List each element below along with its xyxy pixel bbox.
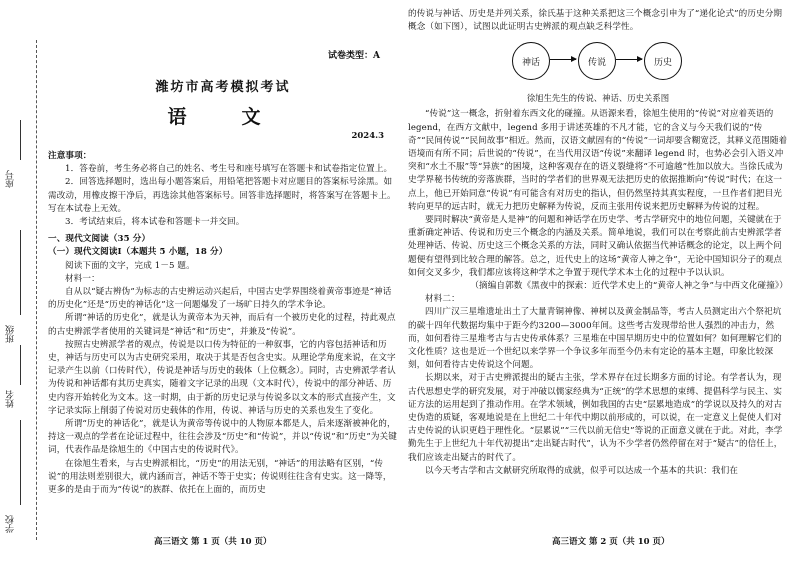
paragraph: 四川广汉三星堆遗址出土了大量青铜神像、神树以及黄金制品等，考古人员测定出六个祭祀坑的碳十四年代数据均集中于距今约3200—3000年间。这些考古发现带给世人强烈的冲击力，然而，如何看待三星堆考古与古史传承体系？三星堆在中国早期历史中的位置如何？如何理解它们的文化性质？这也是近一个世纪以来学界一个争议多年而至今仍未有定论的基本主题，印象比较深刻，如何看待古史传说这个问题。 [408,307,782,371]
binding-margin [0,0,40,561]
source-citation: （摘编自郭数《黑夜中的探索：近代学术史上的“黄帝人神之争”与中西文化碰撞》） [470,281,788,292]
name-label: 姓名 [6,390,16,408]
paragraph: 按照古史辨派学者的观点，传说是以口传为特征的一种叙事，它的内容包括神话和历史，神话与历史可以为古史研究采用，取决于其是否包含史实。从理论学角度来说，在文字记录产生以前（口传时代），传说是神话与历史的载体（上位概念）。同时，古史辨派学者认为传说和神话都有其历史真实，随着文字记录的出现（文本时代），传说中的部分神话、历史内容开始转化为文本。这一时期，由于新的历史记录与传说多以文本的形式直接产生，文字记录实际上削弱了传说对历史载体的作用，传说、神话与历史的关系也发生了变化。 [48,339,396,416]
class-line [20,230,21,315]
school-line [20,420,21,505]
paragraph: 的传说与神话、历史是并列关系，徐氏基于这种关系把这三个概念引申为了“递化论式”的历史分期概念（如下图），试图以此证明古史辨派的观点缺乏科学性。 [408,9,783,33]
diagram-arrow [550,59,576,60]
footer-right: 高三语文 第 2 页（共 10 页） [548,535,674,547]
paragraph: 所谓“神话的历史化”，就是认为黄帝本为天神，而后有一个被历史化的过程，持此观点的古史辨派学者使用的关键词是“神话”和“历史”，并兼及“传说”。 [48,313,396,337]
note-item: 3．考试结束后，将本试卷和答题卡一并交回。 [65,217,245,228]
school-label: 学校 [6,515,16,533]
paragraph: 自从以“疑古辨伪”为标志的古史辨运动兴起后，中国古史学界围绕着黄帝事迹是“神话的历史化”还是“历史的神话化”这一问题爆发了一场旷日持久的学术争论。 [48,287,392,311]
paragraph: “传说”这一概念，折射着东西文化的碰撞。从语源来看，徐旭生使用的“传说”对应着英语的legend，在西方文献中，legend 多用于讲述英雄的不凡才能，它的含义与今天我们说的“传奇”“民间传说”“民间故事”相近。然而，汉语文献固有的“传说”一词却要含糊宽泛，其释义范围随着语境而有所不同；后世说的“传说”，在当代用汉语“传说”来翻译 legend 时，也势必会引入语义冲突和“水土不服”等“异族”的困境，这种客观存在的语义裂缝将“不可逾越”性加以放大。当徐氏成为史学界秘书传统的旁落族群，当时的学者们的世界观无法把历史的依据推断向“传说”时代；在这一点上，他已开始同意“传说”有可能含有对历史的指认，但仍然坚持其真实程度，一旦作者们把目光转向更早的远古时，就无力把历史解释为传说，反而主张用传说来把历史解释为传说的过程。 [408,109,788,212]
paragraph: 在徐旭生看来，与古史辨派相比，“历史”的用法无别，“神话”的用法略有区别，“传说”的用法则差别很大，就内涵而言，神话不等于史实；传说则往往含有史实。这一降等，更多的是由于而为“传说”的族群、依托在上面的，而历史 [48,458,392,496]
seat-label: 座号 [6,170,16,188]
page-2 [408,0,788,561]
seal-dash-line [36,40,37,540]
paragraph: 要同时解决“黄帝是人是神”的问题和神话学在历史学、考古学研究中的地位问题，关键就在于重新确定神话、传说和历史三个概念的内涵及关系。简单地说，我们可以在考察此前古史辨派学者处理神话、传说、历史这三个概念关系的方法，同时又确认依据当代神话概念的论定，以上两个问题便有望得到比较合理的解答。总之，近代史上的这场“黄帝人神之争”，无论中国知识分子的观点如何交叉多少，我们都应该将这种学术之争置于现代学术本土化的过程中予以认识。 [408,215,783,278]
subject-title: 语 文 [167,106,279,128]
notes-heading: 注意事项： [48,151,92,161]
material-label: 材料一： [65,273,100,284]
exam-date: 2024.3 [351,131,384,141]
class-label: 班级 [6,325,16,343]
paragraph: 所谓“历史的神话化”，就是认为黄帝等传说中的人物原本都是人，后来逐渐被神化的，持这一观点的学者在论证过程中，往往会涉及“历史”和“传说”，并以“传说”和“历史”为关键词，代表作品是徐旭生的《中国古史的传说时代》。 [48,419,397,456]
exam-title: 潍坊市高考模拟考试 [155,80,291,95]
page-2-body [408,8,788,478]
diagram-node-myth: 神话 [512,42,550,80]
section-heading: 一、现代文阅读（35 分） [48,234,151,245]
instruction: 阅读下面的文字，完成 1－5 题。 [65,260,195,271]
diagram-node-history: 历史 [644,42,682,80]
exam-type: 试卷类型：A [328,51,380,61]
note-item: 2．回答选择题时，选出每小题答案后，用铅笔把答题卡对应题目的答案标号涂黑。如需改动，用橡皮擦干净后，再选涂其他答案标号。回答非选择题时，将答案写在答题卡上。写在本试卷上无效。 [48,177,396,214]
material-label: 材料二： [425,294,460,305]
notes-block [48,150,398,497]
diagram-caption: 徐旭生先生的传说、神话、历史关系图 [526,93,670,104]
name-line [20,345,21,385]
seat-line [20,120,21,160]
diagram-arrow [616,59,642,60]
relationship-diagram [408,34,788,92]
footer-left: 高三语文 第 1 页（共 10 页） [150,535,276,547]
subsection-heading: （一）现代文阅读Ⅰ（本题共 5 小题，18 分） [48,247,228,258]
note-item: 1．答卷前，考生务必将自己的姓名、考生号和座号填写在答题卡和试卷指定位置上。 [65,164,393,175]
paragraph: 长期以来，对于古史辨派提出的疑古主张，学术界存在过长期多方面的讨论。有学者认为，现古代思想史学的研究发展，对于冲破以儒家经典为“正统”的学术思想的束缚、提倡科学与民主、实证方法的运用起到了推动作用。在学术领域，例如我国的古史“层累地造成”的学说以及持久的对古史伪造的质疑，客观地说是在上世纪二十年代中期以前形成的，可以说，在一定意义上促使人们对古史传说的认识更趋于理性化。“层累说”“三代以前无信史”等说的正面意义就在于此。对此，李学勤先生于上世纪九十年代初提出“走出疑古时代”，认为不少学者仍然停留在对于“疑古”的信任上，我们应该走出疑古的时代了。 [408,373,783,463]
page-1 [48,0,398,561]
diagram-node-legend: 传说 [578,42,616,80]
paragraph: 以今天考古学和古文献研究所取得的成就，似乎可以达成一个基本的共识：我们在 [425,465,738,476]
